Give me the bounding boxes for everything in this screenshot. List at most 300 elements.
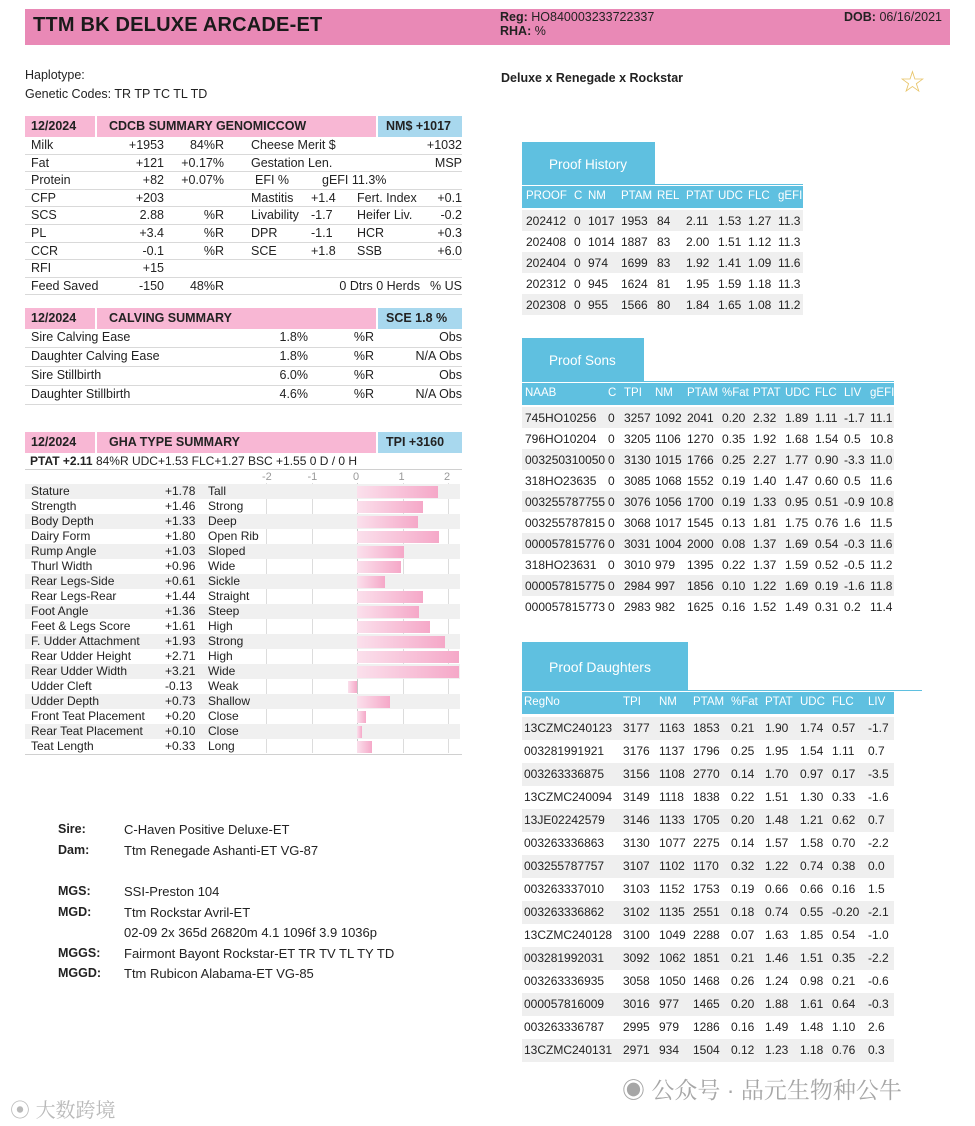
table-cell: 979 [655, 558, 676, 572]
table-cell: 3103 [623, 882, 650, 896]
table-cell: 003263336862 [524, 905, 605, 919]
proof-sons-row [522, 449, 894, 470]
column-header: gEFI [870, 387, 895, 399]
proof-sons-row [522, 491, 894, 512]
table-cell: 0.20 [722, 411, 746, 425]
column-header: C [574, 190, 583, 202]
daughter-herds: 0 Dtrs 0 Herds [339, 278, 420, 293]
table-cell: 318HO23635 [525, 474, 597, 488]
table-cell: 1.41 [718, 256, 742, 270]
column-header: FLC [832, 696, 854, 708]
type-trait-name: Strength [31, 499, 77, 513]
column-header: %Fat [731, 696, 758, 708]
table-cell: 0.12 [731, 1043, 755, 1057]
type-trait-name: Dairy Form [31, 529, 91, 543]
table-cell: 1796 [693, 744, 720, 758]
calving-trait: Sire Stillbirth [31, 368, 102, 382]
column-header: NAAB [525, 387, 557, 399]
table-cell: 2.6 [868, 1020, 885, 1034]
table-cell: 3177 [623, 721, 650, 735]
table-cell: 11.3 [778, 235, 801, 249]
type-trait-bar [357, 666, 459, 678]
table-cell: 202408 [526, 235, 567, 249]
type-trait-desc: Open Rib [208, 529, 259, 543]
trait-name: RFI [31, 261, 52, 276]
table-cell: 1.11 [832, 744, 855, 758]
table-cell: 0 [608, 558, 615, 572]
type-trait-value: +1.46 [165, 499, 196, 513]
type-trait-row [25, 634, 460, 649]
table-cell: 1.33 [753, 495, 777, 509]
trait-label: Livability [251, 208, 299, 223]
column-header: UDC [785, 387, 810, 399]
tab-proof-sons[interactable]: Proof Sons [522, 338, 644, 382]
table-cell: 0.38 [832, 859, 856, 873]
table-cell: 2971 [623, 1043, 650, 1057]
pedigree-value: 02-09 2x 365d 26820m 4.1 1096f 3.9 1036p [124, 925, 377, 940]
table-cell: 84 [657, 214, 671, 228]
table-cell: 1705 [693, 813, 720, 827]
table-cell: 1.12 [748, 235, 772, 249]
trait-reliability: 48%R [189, 278, 224, 293]
type-trait-name: Rear Udder Height [31, 649, 132, 663]
table-cell: 1.81 [753, 516, 777, 530]
table-cell: 0.16 [832, 882, 856, 896]
trait-name: Protein [31, 173, 71, 188]
table-cell: 80 [657, 298, 671, 312]
cdcb-row [25, 137, 462, 155]
table-cell: 1106 [655, 432, 681, 446]
type-trait-row [25, 499, 460, 514]
type-trait-row [25, 739, 460, 754]
divider [644, 381, 894, 382]
column-header: UDC [800, 696, 825, 708]
type-trait-bar [357, 561, 401, 573]
type-trait-name: Foot Angle [31, 604, 89, 618]
type-trait-row [25, 529, 460, 544]
table-cell: 2.00 [686, 235, 710, 249]
pedigree-summary: Deluxe x Renegade x Rockstar [501, 71, 684, 85]
genetic-codes: Genetic Codes: TR TP TC TL TD [25, 87, 208, 101]
proof-daughters-row [522, 1039, 894, 1062]
table-cell: 1.68 [785, 432, 809, 446]
trait-value: +3.4 [139, 225, 164, 240]
table-cell: 1.54 [800, 744, 824, 758]
table-cell: 0.21 [832, 974, 856, 988]
table-cell: 796HO10204 [525, 432, 597, 446]
table-cell: 1286 [693, 1020, 720, 1034]
table-cell: 1.53 [718, 214, 742, 228]
table-cell: -1.7 [868, 721, 889, 735]
column-header: PTAT [765, 696, 793, 708]
table-cell: 13CZMC240123 [524, 721, 613, 735]
table-cell: 003255787757 [524, 859, 605, 873]
type-trait-name: Rear Legs-Side [31, 574, 115, 588]
table-cell: 0.22 [731, 790, 755, 804]
table-cell: 1170 [693, 859, 719, 873]
axis-tick-label: -2 [262, 471, 272, 483]
trait-label: EFI % [255, 173, 290, 188]
cdcb-row [25, 260, 462, 278]
trait-reliability: 84%R [189, 138, 224, 152]
trait-value: +15 [142, 261, 164, 276]
table-cell: 1753 [693, 882, 720, 896]
table-cell: 13CZMC240131 [524, 1043, 613, 1057]
proof-daughters-row [522, 1016, 894, 1039]
type-trait-value: +1.33 [165, 514, 196, 528]
table-cell: -3.5 [868, 767, 889, 781]
divider [25, 469, 462, 470]
table-cell: 0.54 [815, 537, 839, 551]
type-trait-name: Body Depth [31, 514, 94, 528]
table-cell: 1.48 [765, 813, 789, 827]
table-cell: 11.2 [778, 298, 801, 312]
calving-obs: N/A Obs [415, 387, 462, 401]
table-cell: 0 [574, 214, 581, 228]
type-trait-desc: High [208, 619, 233, 633]
pedigree-label: MGGS: [58, 946, 101, 960]
table-cell: 003255787755 [525, 495, 606, 509]
table-cell: -0.9 [844, 495, 865, 509]
table-cell: -1.6 [844, 579, 865, 593]
type-trait-bar [357, 486, 438, 498]
type-trait-name: Udder Cleft [31, 679, 92, 693]
table-cell: 1.21 [800, 813, 824, 827]
table-cell: 934 [659, 1043, 680, 1057]
calving-obs: N/A Obs [415, 349, 462, 363]
table-cell: 0.25 [731, 744, 755, 758]
table-cell: 0.66 [765, 882, 789, 896]
type-trait-bar [357, 576, 385, 588]
table-cell: 0.19 [815, 579, 839, 593]
trait-name: SCS [31, 208, 57, 223]
table-cell: 003255787815 [525, 516, 606, 530]
table-cell: 0.76 [815, 516, 839, 530]
table-cell: 11.3 [778, 214, 801, 228]
table-cell: -1.0 [868, 928, 889, 942]
column-header: gEFI [778, 190, 803, 202]
star-icon[interactable]: ☆ [899, 66, 926, 99]
tab-proof-daughters[interactable]: Proof Daughters [522, 642, 688, 691]
table-cell: -0.3 [844, 537, 865, 551]
proof-sons-row [522, 533, 894, 554]
proof-history-row [522, 210, 803, 231]
table-cell: 1.59 [785, 558, 809, 572]
table-cell: 1.18 [800, 1043, 824, 1057]
type-trait-value: +0.20 [165, 709, 196, 723]
type-trait-row [25, 649, 460, 664]
table-cell: 0.31 [815, 600, 839, 614]
table-cell: -2.1 [868, 905, 889, 919]
column-header: RegNo [524, 696, 560, 708]
type-trait-bar [357, 546, 404, 558]
trait-value: -0.1 [142, 243, 164, 258]
table-cell: 1.54 [815, 432, 839, 446]
table-cell: 1.57 [765, 836, 789, 850]
table-cell: 1015 [655, 453, 682, 467]
column-header: PTAT [753, 387, 781, 399]
type-trait-desc: Strong [208, 634, 244, 648]
proof-daughters-row [522, 878, 894, 901]
trait-label: SCE [251, 243, 277, 258]
column-header: FLC [815, 387, 837, 399]
pedigree-value: Fairmont Bayont Rockstar-ET TR TV TL TY TD [124, 946, 395, 961]
type-trait-value: +0.33 [165, 739, 196, 753]
table-cell: 0.17 [832, 767, 856, 781]
trait-label: Mastitis [251, 190, 294, 205]
table-cell: 0.52 [815, 558, 839, 572]
type-trait-desc: Weak [208, 679, 239, 693]
date-of-birth: DOB: 06/16/2021 [844, 10, 942, 24]
type-trait-row [25, 619, 460, 634]
table-cell: 1.84 [686, 298, 710, 312]
table-cell: 0.51 [815, 495, 839, 509]
table-cell: 2.27 [753, 453, 777, 467]
type-summary-header: 12/2024 GHA TYPE SUMMARY TPI +3160 [25, 432, 462, 453]
column-header: NM [588, 190, 606, 202]
table-cell: 1.22 [765, 859, 789, 873]
table-cell: 0.66 [800, 882, 824, 896]
table-cell: 1.10 [832, 1020, 856, 1034]
proof-sons-row [522, 407, 894, 428]
proof-daughters-row [522, 832, 894, 855]
type-trait-desc: Close [208, 724, 239, 738]
type-trait-row [25, 664, 460, 679]
registration-info: Reg: HO840003233722337 RHA: % [500, 10, 655, 38]
type-trait-row [25, 604, 460, 619]
column-header: REL [657, 190, 680, 202]
table-cell: 979 [659, 1020, 680, 1034]
table-cell: 977 [659, 997, 680, 1011]
type-trait-value: +3.21 [165, 664, 196, 678]
table-cell: 0.70 [832, 836, 856, 850]
trait-value: -1.7 [311, 208, 333, 223]
table-cell: 0 [608, 579, 615, 593]
table-cell: 1.89 [785, 411, 809, 425]
table-cell: 1.30 [800, 790, 824, 804]
tab-proof-history[interactable]: Proof History [522, 142, 655, 185]
proof-daughters-row [522, 717, 894, 740]
trait-label: SSB [357, 243, 383, 258]
table-cell: 202412 [526, 214, 567, 228]
type-trait-desc: Deep [208, 514, 237, 528]
table-cell: 0.20 [731, 813, 755, 827]
table-cell: 1152 [659, 882, 685, 896]
type-trait-desc: Wide [208, 664, 236, 678]
calving-reliability: %R [353, 330, 374, 344]
cdcb-row [25, 172, 462, 190]
table-cell: 003263336935 [524, 974, 605, 988]
wechat-icon: ◉ [622, 1077, 645, 1103]
table-cell: 0 [608, 537, 615, 551]
table-cell: 1.18 [748, 277, 772, 291]
calving-reliability: %R [353, 349, 374, 363]
type-trait-desc: Tall [208, 484, 227, 498]
table-cell: 0.07 [731, 928, 755, 942]
calving-obs: Obs [439, 330, 462, 344]
trait-value: +0.1 [437, 190, 462, 205]
table-cell: 0 [608, 516, 615, 530]
table-cell: 1.59 [718, 277, 742, 291]
table-cell: 1137 [659, 744, 685, 758]
trait-label: HCR [357, 225, 385, 240]
table-cell: 202308 [526, 298, 567, 312]
calving-trait: Daughter Stillbirth [31, 387, 131, 401]
table-cell: 1545 [687, 516, 714, 530]
proof-sons-row [522, 554, 894, 575]
column-header: LIV [868, 696, 886, 708]
calving-reliability: %R [353, 368, 374, 382]
column-header: PTAM [621, 190, 653, 202]
calving-row [25, 367, 462, 386]
table-cell: 1.85 [800, 928, 824, 942]
table-cell: 0.25 [722, 453, 746, 467]
calving-trait: Daughter Calving Ease [31, 349, 160, 363]
type-trait-name: Rear Udder Width [31, 664, 128, 678]
divider [25, 754, 462, 755]
table-cell: 11.0 [870, 453, 893, 467]
proof-daughters-header [522, 692, 894, 714]
type-trait-row [25, 574, 460, 589]
table-cell: 3107 [623, 859, 650, 873]
table-cell: 1.08 [748, 298, 772, 312]
table-cell: 1.92 [753, 432, 777, 446]
table-cell: 997 [655, 579, 676, 593]
table-cell: 11.4 [870, 600, 893, 614]
proof-history-row [522, 252, 803, 273]
type-trait-bar [357, 636, 445, 648]
table-cell: 003250310050 [525, 453, 606, 467]
table-cell: 0.19 [722, 474, 746, 488]
table-cell: 11.8 [870, 579, 893, 593]
trait-value: +121 [135, 155, 164, 170]
table-cell: 10.8 [870, 495, 894, 509]
calving-reliability: %R [353, 387, 374, 401]
type-trait-bar [357, 741, 372, 753]
column-header: UDC [718, 190, 743, 202]
table-cell: 0.10 [722, 579, 746, 593]
type-trait-value: +1.44 [165, 589, 196, 603]
type-trait-desc: Steep [208, 604, 240, 618]
table-cell: 2275 [693, 836, 720, 850]
table-cell: 1.74 [800, 721, 824, 735]
table-cell: 0.19 [731, 882, 755, 896]
type-trait-desc: Straight [208, 589, 250, 603]
trait-label: Gestation Len. [251, 155, 333, 170]
type-trait-value: +0.10 [165, 724, 196, 738]
pedigree-label: MGD: [58, 905, 92, 919]
table-cell: 0 [608, 411, 615, 425]
trait-label: gEFI 11.3% [322, 173, 387, 188]
table-cell: 2288 [693, 928, 720, 942]
table-cell: 982 [655, 600, 676, 614]
tpi-badge: TPI +3160 [376, 432, 462, 453]
proof-history-row [522, 294, 803, 315]
trait-reliability: %R [203, 208, 224, 223]
type-trait-name: Thurl Width [31, 559, 93, 573]
trait-name: Milk [31, 138, 54, 152]
table-cell: 1395 [687, 558, 714, 572]
proof-daughters-row [522, 947, 894, 970]
table-cell: 1.23 [765, 1043, 789, 1057]
type-trait-bar [348, 681, 357, 693]
table-cell: 0 [574, 277, 581, 291]
table-cell: 1.46 [765, 951, 789, 965]
table-cell: 1.61 [800, 997, 824, 1011]
table-cell: 0.3 [868, 1043, 885, 1057]
type-trait-value: +1.61 [165, 619, 196, 633]
table-cell: 1133 [659, 813, 685, 827]
table-cell: 11.6 [778, 256, 801, 270]
table-cell: 3149 [623, 790, 650, 804]
proof-daughters-row [522, 855, 894, 878]
cdcb-row [25, 207, 462, 225]
trait-value: +1953 [128, 138, 164, 152]
header-bar [25, 9, 950, 45]
type-trait-bar [357, 531, 439, 543]
proof-daughters-row [522, 763, 894, 786]
table-cell: 0.35 [722, 432, 746, 446]
table-cell: 1887 [621, 235, 648, 249]
table-cell: 3205 [624, 432, 651, 446]
table-cell: 000057815776 [525, 537, 606, 551]
type-trait-row [25, 694, 460, 709]
trait-reliability: %R [203, 225, 224, 240]
table-cell: 3100 [623, 928, 650, 942]
proof-daughters-row [522, 740, 894, 763]
table-cell: 1118 [659, 790, 684, 804]
type-trait-row [25, 724, 460, 739]
table-cell: 0.5 [844, 474, 861, 488]
divider [655, 184, 803, 185]
table-cell: 1092 [655, 411, 682, 425]
table-cell: 1068 [655, 474, 682, 488]
table-cell: 1.49 [765, 1020, 789, 1034]
table-cell: 0.54 [832, 928, 856, 942]
table-cell: 1017 [588, 214, 615, 228]
table-cell: 1851 [693, 951, 720, 965]
calving-value: 4.6% [279, 387, 308, 401]
table-cell: 1.65 [718, 298, 742, 312]
table-cell: 3176 [623, 744, 650, 758]
table-cell: -1.7 [844, 411, 865, 425]
table-cell: 3010 [624, 558, 651, 572]
table-cell: 11.2 [870, 558, 893, 572]
table-cell: 000057815775 [525, 579, 606, 593]
table-cell: 1.22 [753, 579, 777, 593]
trait-value: +82 [142, 173, 164, 188]
table-cell: -2.2 [868, 836, 889, 850]
table-cell: 3058 [623, 974, 650, 988]
table-cell: 0.13 [722, 516, 746, 530]
proof-daughters-row [522, 809, 894, 832]
table-cell: 2770 [693, 767, 720, 781]
trait-value: +1.8 [311, 243, 336, 258]
column-header: FLC [748, 190, 770, 202]
type-trait-bar [357, 591, 423, 603]
trait-value: +6.0 [437, 243, 462, 258]
table-cell: 3257 [624, 411, 651, 425]
type-trait-desc: Sickle [208, 574, 241, 588]
table-cell: 1.37 [753, 558, 777, 572]
table-cell: 000057815773 [525, 600, 606, 614]
trait-value: -1.1 [311, 225, 333, 240]
proof-daughters-row [522, 786, 894, 809]
pedigree-value: Ttm Rubicon Alabama-ET VG-85 [124, 966, 314, 981]
table-cell: 1102 [659, 859, 685, 873]
trait-value: -0.2 [440, 208, 462, 223]
table-cell: 1552 [687, 474, 714, 488]
